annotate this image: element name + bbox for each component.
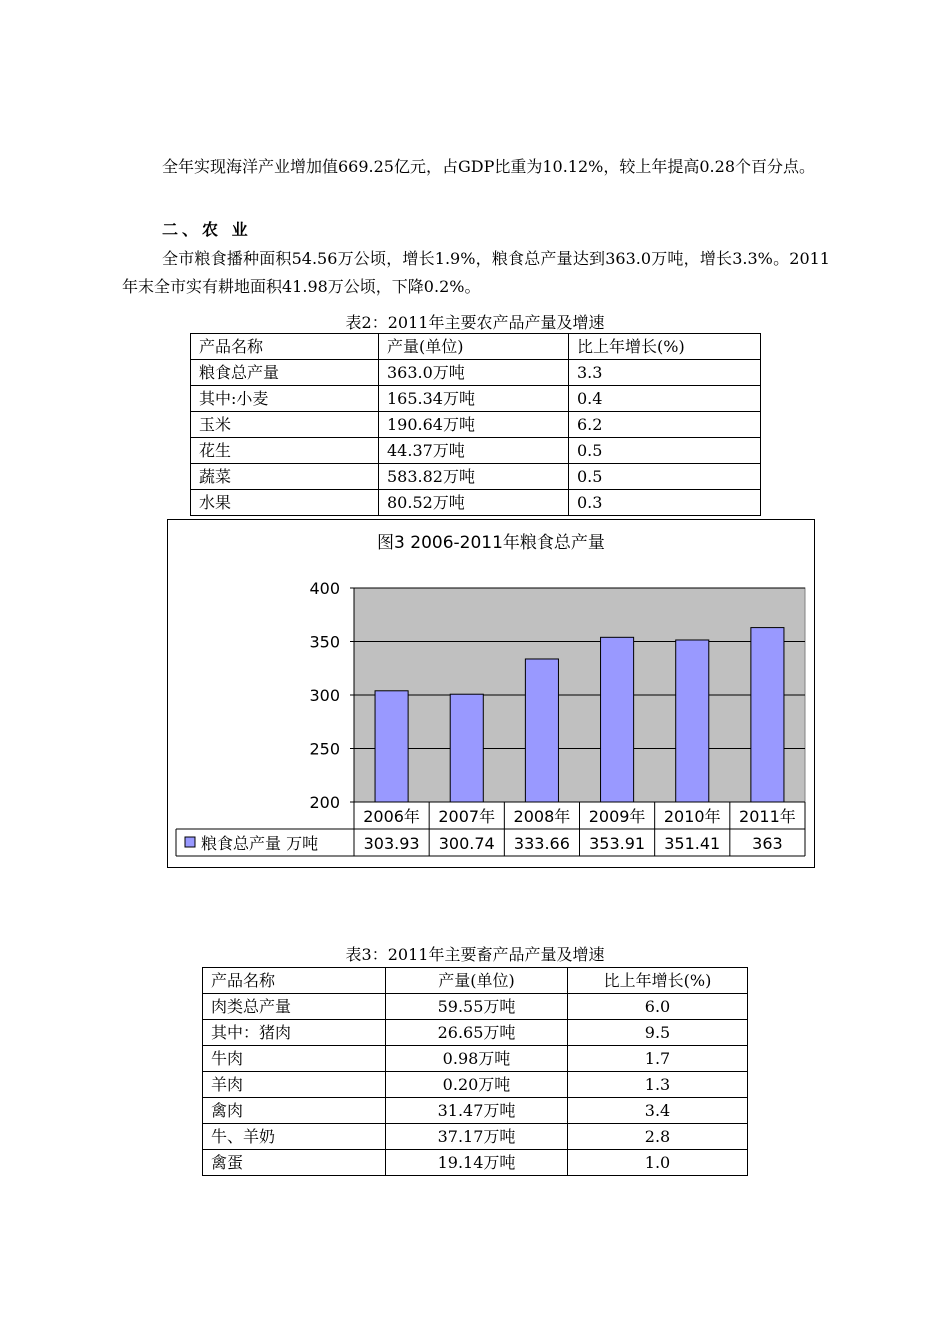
legend-swatch bbox=[185, 837, 195, 847]
x-category-label: 2009年 bbox=[588, 807, 646, 826]
table-row bbox=[191, 386, 761, 412]
table-cell: 0.5 bbox=[569, 438, 761, 464]
table-row bbox=[203, 1020, 748, 1046]
y-tick-label: 350 bbox=[309, 632, 340, 652]
table-cell: 0.4 bbox=[569, 386, 761, 412]
data-value-label: 333.66 bbox=[513, 834, 570, 853]
table-row bbox=[203, 1124, 748, 1150]
table-cell: 0.98万吨 bbox=[386, 1046, 568, 1072]
table-row bbox=[203, 1150, 748, 1176]
table-cell: 165.34万吨 bbox=[379, 386, 569, 412]
table-header-row bbox=[203, 968, 748, 994]
x-category-label: 2006年 bbox=[363, 807, 420, 826]
header-cell: 产量(单位) bbox=[386, 968, 568, 994]
table-cell: 其中:小麦 bbox=[191, 386, 379, 412]
bar bbox=[676, 640, 709, 802]
table-cell: 19.14万吨 bbox=[386, 1150, 568, 1176]
data-value-label: 303.93 bbox=[363, 834, 420, 853]
bar bbox=[375, 691, 408, 802]
chart-title: 图3 2006-2011年粮食总产量 bbox=[377, 533, 605, 553]
table-header-row bbox=[191, 334, 761, 360]
table-livestock-products bbox=[202, 967, 748, 1176]
table-row bbox=[191, 464, 761, 490]
table-cell: 3.4 bbox=[568, 1098, 748, 1124]
table-row bbox=[191, 360, 761, 386]
table-cell: 31.47万吨 bbox=[386, 1098, 568, 1124]
data-value-label: 353.91 bbox=[589, 834, 646, 853]
table-row bbox=[203, 1072, 748, 1098]
table-cell: 190.64万吨 bbox=[379, 412, 569, 438]
y-tick-label: 400 bbox=[309, 579, 340, 598]
x-category-label: 2011年 bbox=[739, 807, 796, 826]
grain-output-chart bbox=[167, 519, 815, 868]
table-cell: 363.0万吨 bbox=[379, 360, 569, 386]
legend-series-name: 粮食总产量 万吨 bbox=[201, 834, 319, 853]
table-row bbox=[203, 1046, 748, 1072]
table-row bbox=[191, 438, 761, 464]
x-category-label: 2007年 bbox=[438, 807, 496, 826]
table-cell: 59.55万吨 bbox=[386, 994, 568, 1020]
table-cell: 1.7 bbox=[568, 1046, 748, 1072]
data-value-label: 300.74 bbox=[438, 834, 495, 853]
table-cell: 其中：猪肉 bbox=[203, 1020, 386, 1046]
y-tick-label: 300 bbox=[309, 686, 340, 705]
table-cell: 玉米 bbox=[191, 412, 379, 438]
bar bbox=[601, 637, 634, 802]
table-cell: 蔬菜 bbox=[191, 464, 379, 490]
table-cell: 3.3 bbox=[569, 360, 761, 386]
header-cell: 比上年增长(%) bbox=[568, 968, 748, 994]
section-heading-agriculture: 二、农 业 bbox=[162, 220, 252, 239]
y-tick-label: 200 bbox=[309, 793, 340, 812]
table-cell: 粮食总产量 bbox=[191, 360, 379, 386]
table-row bbox=[191, 490, 761, 516]
table-cell: 0.20万吨 bbox=[386, 1072, 568, 1098]
x-category-label: 2010年 bbox=[663, 807, 721, 826]
table3-caption: 表3：2011年主要畜产品产量及增速 bbox=[345, 945, 605, 964]
chart-svg bbox=[168, 520, 814, 867]
table-cell: 牛、羊奶 bbox=[203, 1124, 386, 1150]
table-cell: 2.8 bbox=[568, 1124, 748, 1150]
table-cell: 0.3 bbox=[569, 490, 761, 516]
table-agri-products bbox=[190, 333, 761, 516]
table-row bbox=[203, 994, 748, 1020]
table-cell: 肉类总产量 bbox=[203, 994, 386, 1020]
x-category-label: 2008年 bbox=[513, 807, 571, 826]
table-cell: 6.0 bbox=[568, 994, 748, 1020]
bar bbox=[450, 694, 483, 802]
table2-caption: 表2：2011年主要农产品产量及增速 bbox=[345, 313, 605, 332]
paragraph-marine-industry: 全年实现海洋产业增加值669.25亿元，占GDP比重为10.12%，较上年提高0.28个百分点。 bbox=[162, 157, 815, 176]
header-cell: 比上年增长(%) bbox=[569, 334, 761, 360]
table-cell: 禽肉 bbox=[203, 1098, 386, 1124]
table-cell: 37.17万吨 bbox=[386, 1124, 568, 1150]
table-cell: 44.37万吨 bbox=[379, 438, 569, 464]
data-value-label: 363 bbox=[752, 834, 783, 853]
table-cell: 583.82万吨 bbox=[379, 464, 569, 490]
table-row bbox=[191, 412, 761, 438]
data-value-label: 351.41 bbox=[664, 834, 721, 853]
table-cell: 花生 bbox=[191, 438, 379, 464]
bar bbox=[525, 659, 558, 802]
paragraph-grain: 全市粮食播种面积54.56万公顷，增长1.9%，粮食总产量达到363.0万吨，增长3.3%。2011年末全市实有耕地面积41.98万公顷，下降0.2%。 bbox=[122, 249, 830, 296]
table-cell: 1.3 bbox=[568, 1072, 748, 1098]
table-cell: 6.2 bbox=[569, 412, 761, 438]
y-tick-label: 250 bbox=[309, 739, 340, 759]
table-cell: 羊肉 bbox=[203, 1072, 386, 1098]
table-row bbox=[203, 1098, 748, 1124]
table-cell: 1.0 bbox=[568, 1150, 748, 1176]
header-cell: 产品名称 bbox=[203, 968, 386, 994]
table-cell: 牛肉 bbox=[203, 1046, 386, 1072]
table-cell: 水果 bbox=[191, 490, 379, 516]
table-cell: 禽蛋 bbox=[203, 1150, 386, 1176]
table-cell: 80.52万吨 bbox=[379, 490, 569, 516]
table-cell: 0.5 bbox=[569, 464, 761, 490]
header-cell: 产品名称 bbox=[191, 334, 379, 360]
header-cell: 产量(单位) bbox=[379, 334, 569, 360]
table-cell: 9.5 bbox=[568, 1020, 748, 1046]
bar bbox=[751, 628, 784, 802]
table-cell: 26.65万吨 bbox=[386, 1020, 568, 1046]
